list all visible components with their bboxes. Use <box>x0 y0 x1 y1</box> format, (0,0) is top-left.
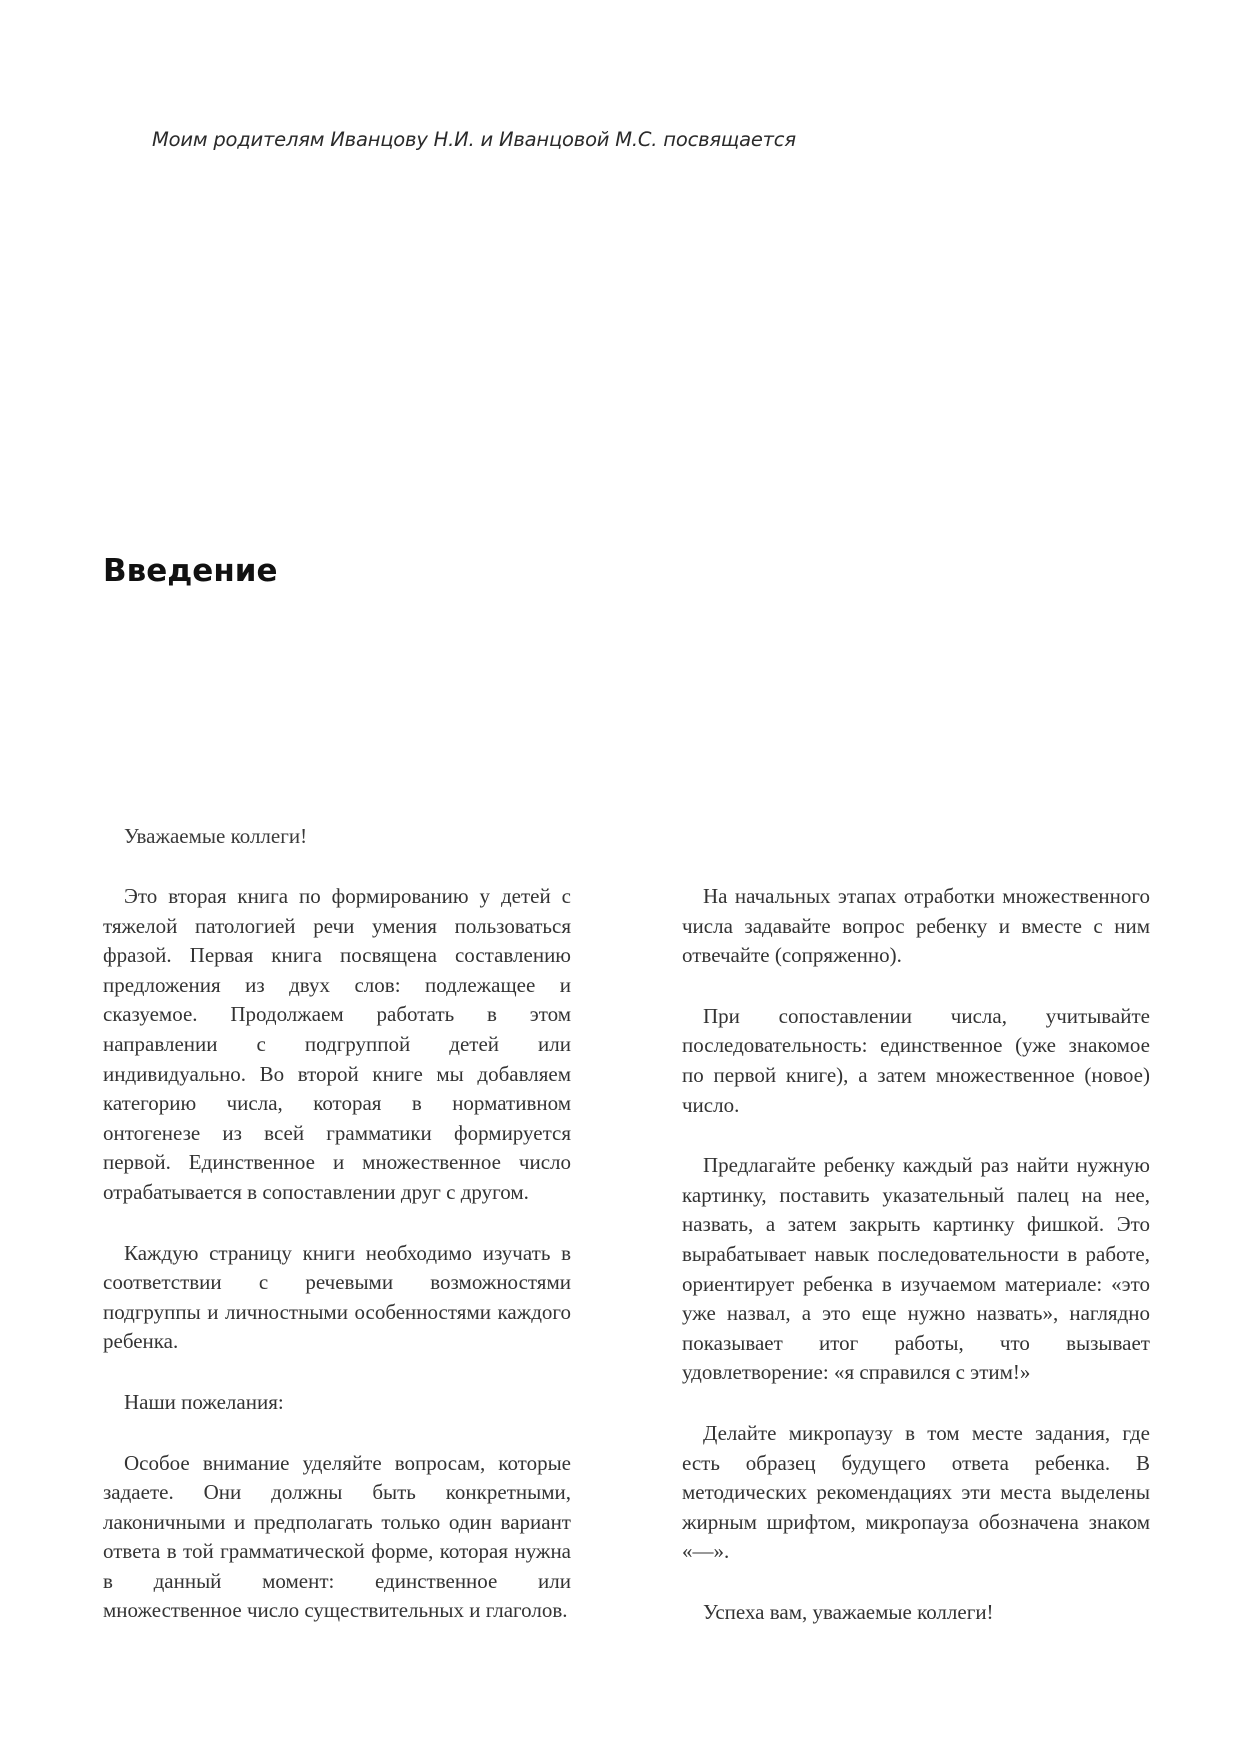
paragraph: Наши пожелания: <box>124 1389 284 1414</box>
paragraph: При сопоставлении числа, учитывайте последовательность: единственное (уже знакомое по первой книге), а затем множественное (новое) число. <box>682 1003 1150 1117</box>
page-title: Введение <box>103 553 278 589</box>
greeting: Уважаемые коллеги! <box>124 824 308 848</box>
paragraph: Делайте микропаузу в том месте задания, где есть образец будущего ответа ребенка. В методических рекомендациях эти места выделены жирным шрифтом, микропауза обозначена знаком «—». <box>682 1420 1150 1564</box>
paragraph: Успеха вам, уважаемые коллеги! <box>703 1599 994 1624</box>
left-column <box>103 882 571 1657</box>
right-column <box>682 882 1150 1658</box>
paragraph: На начальных этапах отработки множественного числа задавайте вопрос ребенку и вместе с ним отвечайте (сопряженно). <box>682 884 1150 968</box>
paragraph: Предлагайте ребенку каждый раз найти нужную картинку, поставить указательный палец на нее, назвать, а затем закрыть картинку фишкой. Это вырабатывает навык последовательности в работе, ориентирует ребенка в изучаемом материале: «это уже назвал, а это еще нужно назвать», наглядно показывает итог работы, что вызывает удовлетворение: «я справился с этим!» <box>682 1153 1150 1385</box>
paragraph: Особое внимание уделяйте вопросам, которые задаете. Они должны быть конкретными, лаконичными и предполагать только один вариант ответа в той грамматической форме, которая нужна в данный момент: единственное или множественное число существительных и глаголов. <box>103 1450 571 1623</box>
paragraph: Это вторая книга по формированию у детей с тяжелой патологией речи умения пользоваться фразой. Первая книга посвящена составлению предложения из двух слов: подлежащее и сказуемое. Продолжаем работать в этом направлении с подгруппой детей или индивидуально. Во второй книге мы добавляем категорию числа, которая в нормативном онтогенезе из всей грамматики формируется первой. Единственное и множественное число отрабатывается в сопоставлении друг с другом. <box>103 884 571 1204</box>
paragraph: Каждую страницу книги необходимо изучать в соответствии с речевыми возможностями подгруппы и личностными особенностями каждого ребенка. <box>103 1240 571 1354</box>
dedication: Моим родителям Иванцову Н.И. и Иванцовой М.С. посвящается <box>152 128 796 151</box>
